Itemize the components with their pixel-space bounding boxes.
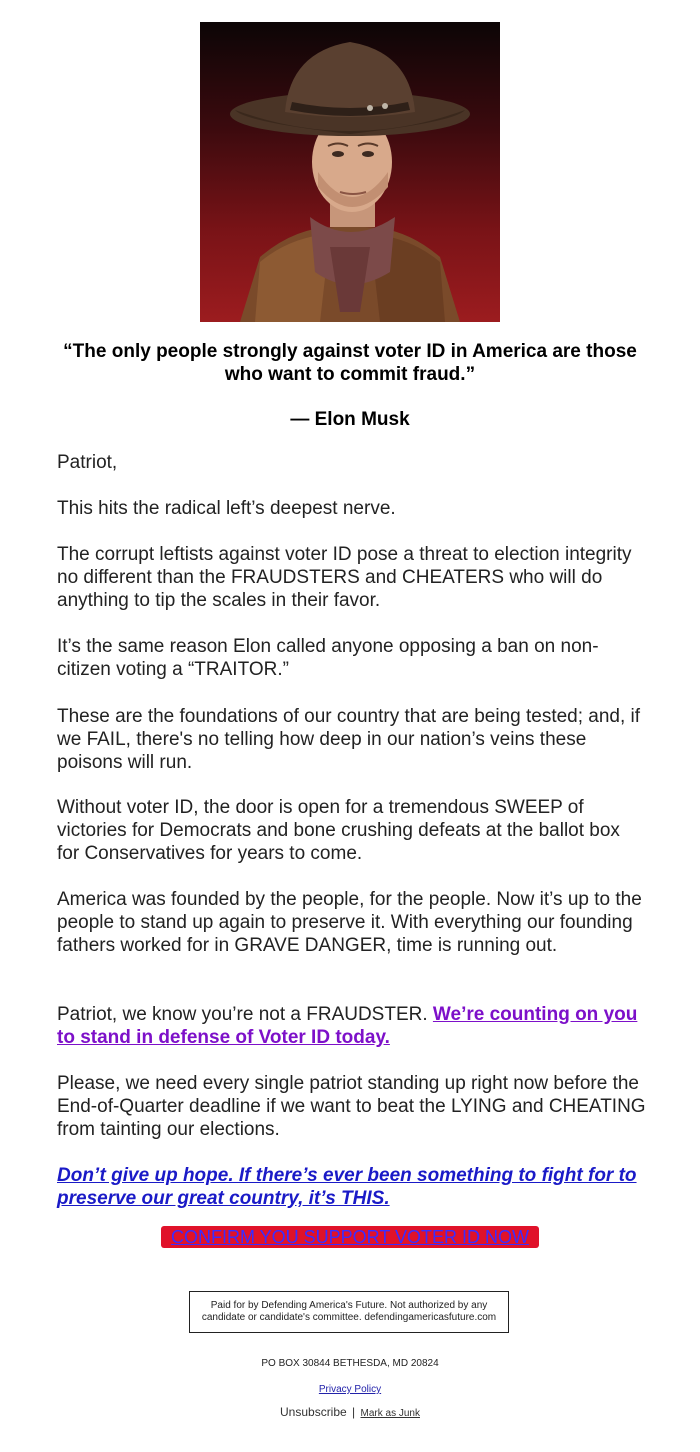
fight-for-country-link[interactable]: Don’t give up hope. If there’s ever been something to fight for to preserve our great country, it’s THIS. xyxy=(57,1165,637,1209)
paragraph-2: The corrupt leftists against voter ID pose a threat to election integrity no different than the FRAUDSTERS and CHEATERS who will do anything to tip the scales in their favor. xyxy=(57,544,632,611)
footer-links xyxy=(0,1405,700,1419)
paragraph-4: These are the foundations of our country that are being tested; and, if we FAIL, there's no telling how deep in our nation’s veins these poisons will run. xyxy=(57,706,641,773)
paragraph-9 xyxy=(57,1164,647,1210)
paragraph-7 xyxy=(57,1003,647,1049)
paragraph-1: This hits the radical left’s deepest nerve. xyxy=(57,498,396,519)
confirm-support-voter-id-button[interactable]: CONFIRM YOU SUPPORT VOTER ID NOW xyxy=(161,1226,539,1248)
paragraph-3: It’s the same reason Elon called anyone opposing a ban on non-citizen voting a “TRAITOR.” xyxy=(57,636,599,680)
unsubscribe-link[interactable]: Unsubscribe xyxy=(280,1405,347,1419)
mark-as-junk-link[interactable]: Mark as Junk xyxy=(360,1408,420,1419)
paid-for-disclaimer xyxy=(189,1291,509,1333)
voter-id-defense-link[interactable]: We’re counting on you to stand in defense of Voter ID today. xyxy=(57,1004,638,1048)
hero-portrait-image xyxy=(200,22,500,322)
disclaimer-text: Paid for by Defending America's Future. Not authorized by any candidate or candidate's committee. defendingamericasfuture.com xyxy=(201,1300,497,1323)
greeting: Patriot, xyxy=(57,452,118,473)
mailing-address: PO BOX 30844 BETHESDA, MD 20824 xyxy=(261,1358,439,1369)
paragraph-5: Without voter ID, the door is open for a tremendous SWEEP of victories for Democrats and bone crushing defeats at the ballot box for Conservatives for years to come. xyxy=(57,797,620,864)
privacy-policy-link[interactable]: Privacy Policy xyxy=(318,1384,382,1395)
paragraph-8: Please, we need every single patriot standing up right now before the End-of-Quarter deadline if we want to beat the LYING and CHEATING from tainting our elections. xyxy=(57,1073,646,1140)
paragraph-6: America was founded by the people, for the people. Now it’s up to the people to stand up again to preserve it. With everything our founding fathers worked for in GRAVE DANGER, time is running out. xyxy=(57,889,642,956)
privacy-row xyxy=(0,1384,700,1395)
footer-separator: | xyxy=(352,1405,356,1419)
paragraph-7-text: Patriot, we know you’re not a FRAUDSTER. xyxy=(57,1004,428,1025)
featured-quote: “The only people strongly against voter ID in America are those who want to commit fraud.” xyxy=(63,341,637,385)
portrait-illustration xyxy=(200,22,500,322)
quote-attribution: — Elon Musk xyxy=(290,409,410,430)
